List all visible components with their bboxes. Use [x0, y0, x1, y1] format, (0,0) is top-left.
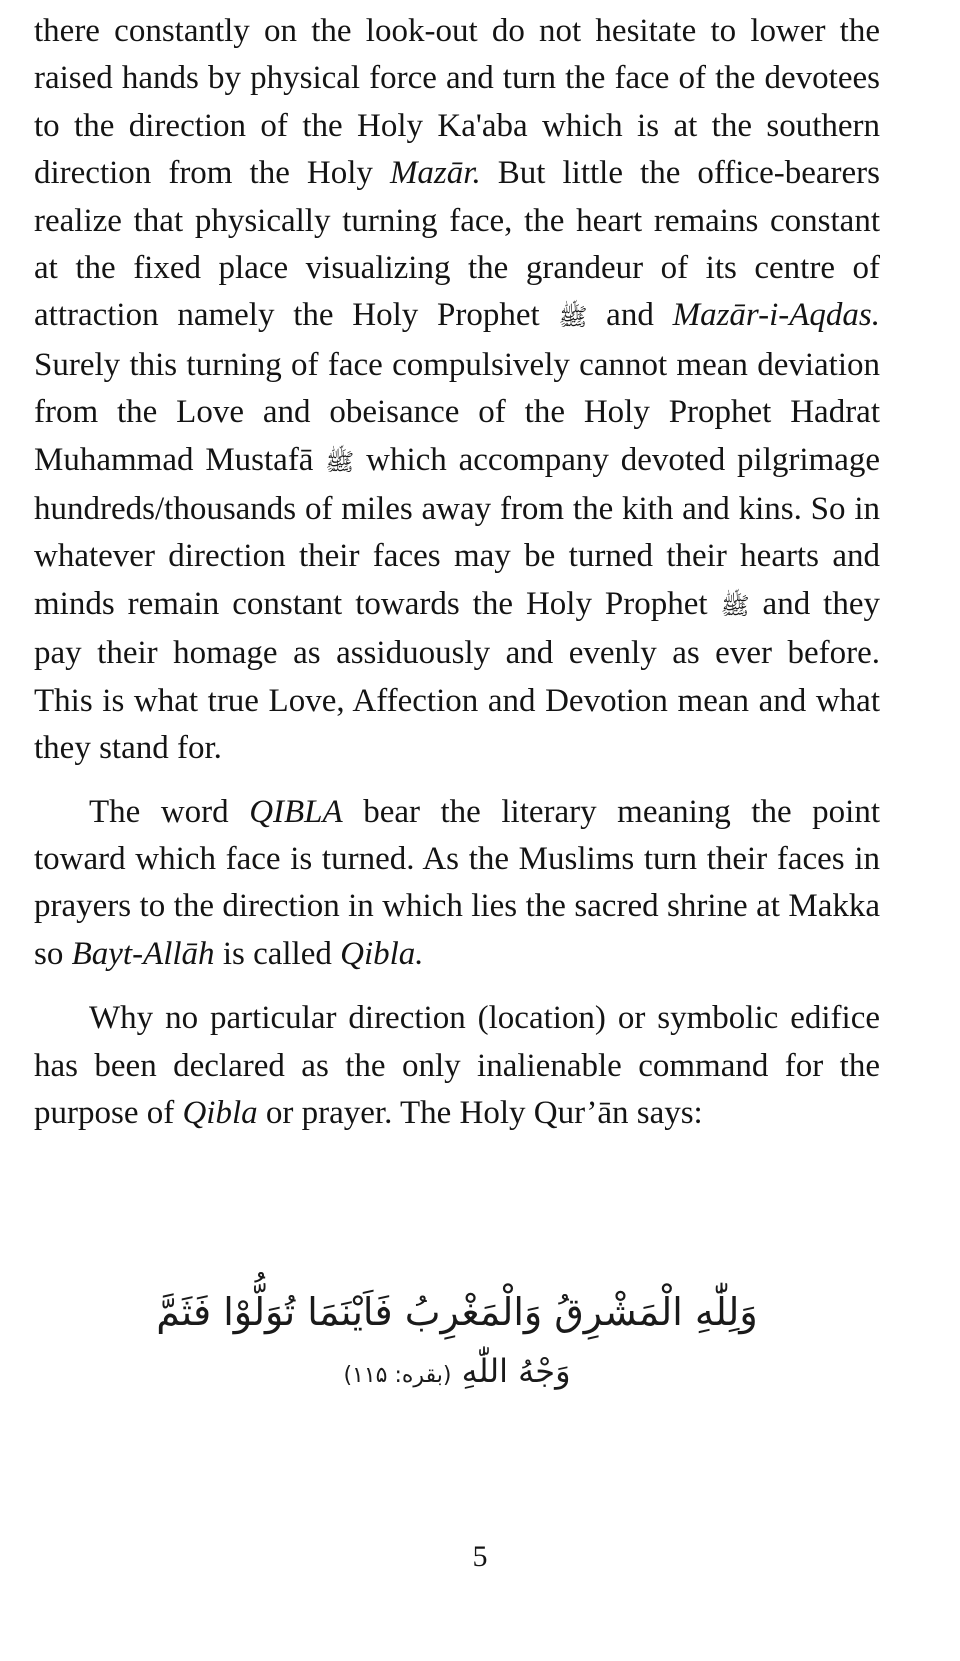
page-body	[34, 8, 880, 1137]
text-run: which accompany devoted pilgrimage hundreds/thousands of miles away from the kith and kins. So in whatever direction their faces may be turned their hearts and minds remain constant towards the Holy Prophet	[34, 441, 880, 622]
page-number: 5	[472, 1540, 488, 1573]
italic-term: Qibla	[182, 1094, 258, 1131]
italic-term: Bayt-Allāh	[71, 935, 215, 972]
paragraph-3	[34, 995, 880, 1137]
paragraph-2	[34, 789, 880, 979]
text-run: and	[587, 297, 673, 334]
italic-term: Mazār-i-Aqdas.	[672, 297, 880, 334]
arabic-verse-line-2	[34, 1352, 880, 1390]
text-run: and they pay their homage as assiduously and evenly as ever before. This is what true Love, Affection and Devotion mean and what they stand for.	[34, 585, 880, 767]
italic-term: Qibla.	[340, 935, 424, 972]
arabic-verse-line-1: وَلِلّٰهِ الْمَشْرِقُ وَالْمَغْرِبُ فَاَيْنَمَا تُوَلُّوْا فَثَمَّ	[156, 1290, 758, 1334]
salutation-glyph: ﷺ	[558, 303, 588, 332]
salutation-glyph: ﷺ	[325, 447, 355, 476]
text-run: But little the office-bearers realize that physically turning face, the heart remains constant at the fixed place visualizing the grandeur of its centre of attraction namely the Holy Prophet	[34, 155, 880, 334]
text-run: The word	[89, 793, 250, 830]
paragraph-1	[34, 8, 880, 773]
verse-reference: (بقره: ۱۱۵)	[343, 1363, 452, 1388]
text-run: Surely this turning of face compulsively cannot mean deviation from the Love and obeisance of the Holy Prophet Hadrat Muhammad Mustafā	[34, 346, 880, 478]
salutation-glyph: ﷺ	[720, 591, 750, 620]
text-run: there constantly on the look-out do not hesitate to lower the raised hands by physical force and turn the face of the devotees to the direction of the Holy Ka'aba which is at the southern direction from the Holy	[34, 13, 880, 192]
text-run: is called	[214, 935, 341, 972]
text-run: or prayer. The Holy Qur’ān says:	[257, 1094, 703, 1131]
italic-term: Mazār.	[389, 155, 481, 192]
arabic-verse-text: وَجْهُ اللّٰهِ	[461, 1352, 571, 1390]
text-run: Why no particular direction (location) or symbolic edifice has been declared as the only inalienable command for the purpose of	[34, 1000, 880, 1131]
text-run: bear the literary meaning the point toward which face is turned. As the Muslims turn their faces in prayers to the direction in which lies the sacred shrine at Makka so	[34, 793, 880, 972]
italic-term: QIBLA	[249, 793, 343, 830]
